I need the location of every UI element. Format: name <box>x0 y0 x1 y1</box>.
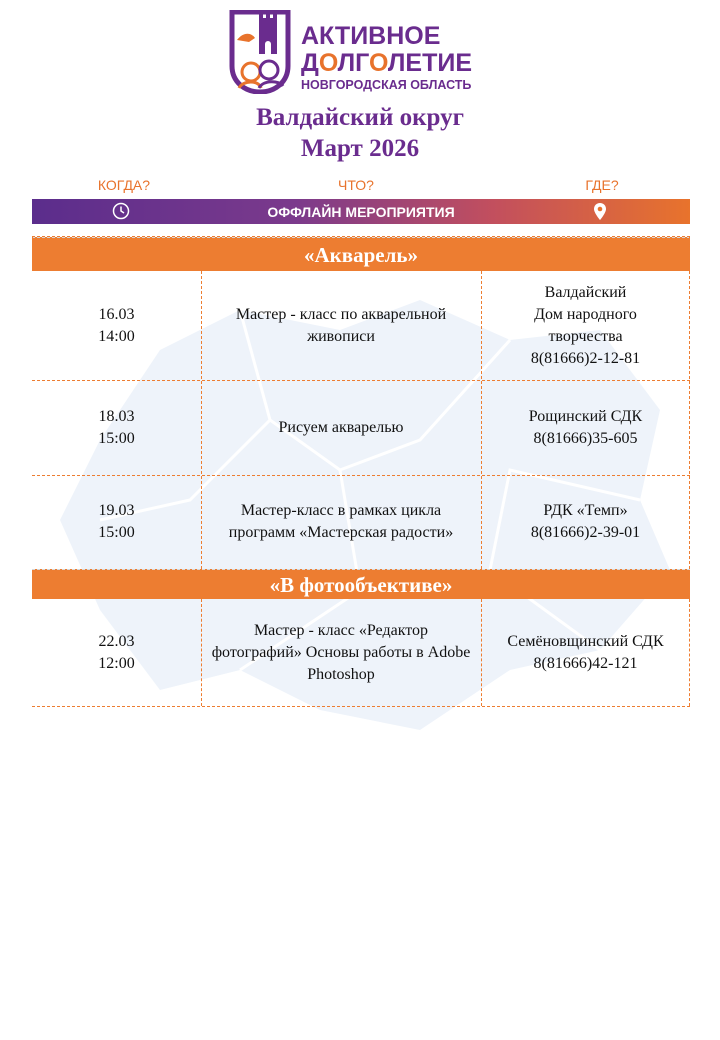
location-pin-icon <box>593 202 607 221</box>
offline-events-banner <box>32 199 690 224</box>
logo-title-line1: АКТИВНОЕ <box>301 22 441 50</box>
event-location: Рощинский СДК 8(81666)35-605 <box>528 407 643 447</box>
logo <box>229 10 499 96</box>
logo-subtitle: НОВГОРОДСКАЯ ОБЛАСТЬ <box>301 78 472 92</box>
table-border <box>201 271 202 569</box>
table-border <box>689 599 690 706</box>
event-title: Мастер - класс по акварельной живописи <box>235 305 447 345</box>
event-datetime: 19.03 15:00 <box>98 502 135 541</box>
column-header-what: ЧТО? <box>338 177 374 193</box>
event-datetime: 18.03 15:00 <box>98 407 135 447</box>
table-border <box>689 271 690 569</box>
table-border <box>32 236 33 270</box>
table-border <box>32 236 690 237</box>
event-title: Мастер - класс «Редактор фотографий» Основы работы в Adobe Photoshop <box>211 621 471 683</box>
event-location: Валдайский Дом народного творчества 8(81666)2-12-81 <box>530 283 641 367</box>
event-title: Рисуем акварелью <box>278 418 404 436</box>
table-border <box>32 380 690 381</box>
logo-emblem-icon <box>229 10 291 94</box>
table-border <box>201 599 202 706</box>
column-header-where: ГДЕ? <box>585 177 619 193</box>
event-location: РДК «Темп» 8(81666)2-39-01 <box>530 502 641 541</box>
event-datetime: 16.03 14:00 <box>98 305 135 345</box>
event-datetime: 22.03 12:00 <box>98 632 135 672</box>
banner-label: ОФФЛАЙН МЕРОПРИЯТИЯ <box>267 204 455 220</box>
column-header-when: КОГДА? <box>97 177 151 193</box>
event-title: Мастер-класс в рамках цикла программ «Мастерская радости» <box>228 502 454 541</box>
logo-title-line2: ДОЛГОЛЕТИЕ <box>301 49 472 77</box>
table-border <box>32 706 690 707</box>
event-location: Семёновщинский СДК 8(81666)42-121 <box>507 632 664 672</box>
section-header-watercolor: «Акварель» <box>32 237 690 271</box>
table-border <box>689 236 690 270</box>
page-subtitle: Март 2026 <box>300 135 420 162</box>
table-border <box>32 475 690 476</box>
table-border <box>481 271 482 569</box>
table-border <box>481 599 482 706</box>
section-header-photo: «В фотообъективе» <box>32 569 690 599</box>
page-title: Валдайский округ <box>256 104 464 131</box>
